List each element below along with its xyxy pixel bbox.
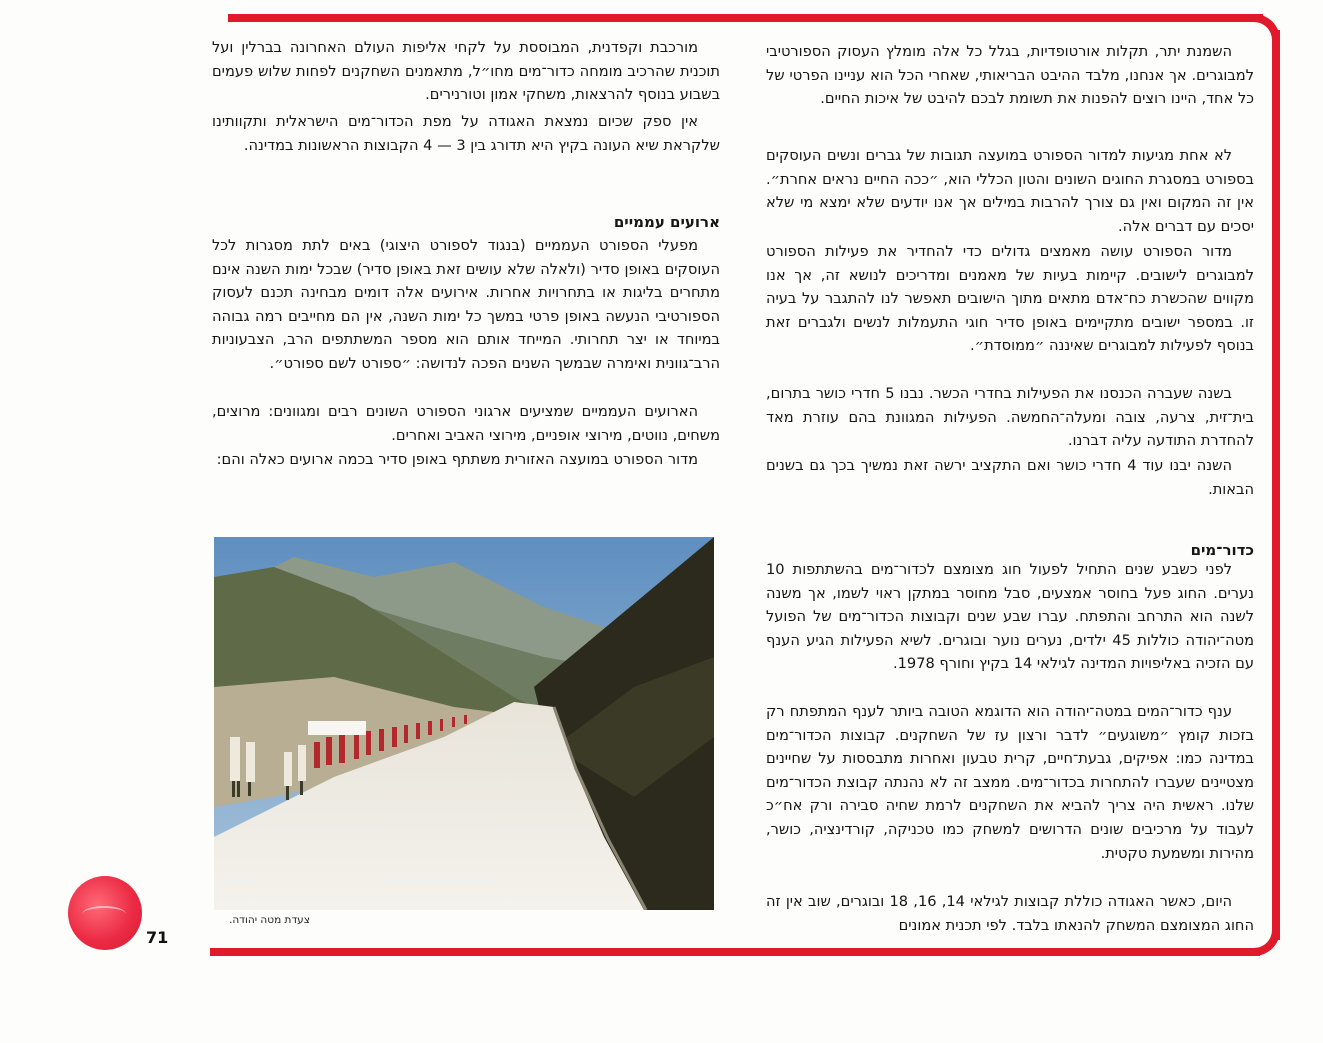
red-frame-top-rule [228,14,1263,22]
march-photo [214,537,714,910]
paragraph: לפני כשבע שנים התחיל לפעול חוג מצומצם לכדור־מים בהשתתפות 10 נערים. החוג פעל בחוסר אמצעים, סבל מחוסר במתקן ראוי לשמו, אך משנה לשנה הוא התרחב והתפתח. עברו שבע שנים וקבוצות הכדור־מים של הפועל מטה־יהודה כוללות 45 ילדים, נערים נוער ובוגרים. לשיא הפעילות הגיע הענף עם הזכיה באליפויות המדינה לגילאי 14 בקיץ וחורף 1978. [766,561,1254,673]
paragraph: מפעלי הספורט העממיים (בנגוד לספורט היצוגי) באים לתת מסגרות לכל העוסקים באופן סדיר (ולאלה שלא עושים זאת באופן סדיר) שבכל ימות השנה אינם מתחרים בליגות או בתחרויות אחרות. אירועים אלה דומים מבחינה תכנם לעסוק הספורטיבי הנעשה באופן פרטי במשך כל ימות השנה, אין הם מחייבים רמה גבוהה במיוחד או יצר תחרותי. המייחד אותם הוא מספר המשתתפים הרב, הצבעוניות הרב־גוונית ואימרה שבמשך השנים הפכה לנדושה: ״ספורט לשם ספורט״. [212,237,720,372]
red-frame-right-rule [1272,30,1280,940]
paragraph: מדור הספורט עושה מאמצים גדולים כדי להחדיר את פעילות הספורט למבוגרים לישובים. קיימות בעיות של מאמנים ומדריכים לנושא זה, אך אנו מקווים שהכשרת כח־אדם מתאים מתוך הישובים תאפשר לנו להתגבר על בעיה זו. במספר ישובים מתקיימים באופן סדיר חוגי התעמלות לנשים ולגברים זאת בנוסף לפעילות למבוגרים שאיננה ״ממוסדת״. [766,243,1254,355]
paragraph: מדור הספורט במועצה האזורית משתתף באופן סדיר בכמה ארועים כאלה והם: [216,451,698,468]
section-heading-water-polo: כדור־מים [1190,541,1254,559]
paragraph: השמנת יתר, תקלות אורטופדיות, בגלל כל אלה מומלץ העסוק הספורטיבי למבוגרים. אך אנחנו, מלבד ההיבט הבריאותי, שאחרי הכל הוא עניינו הפרטי של כל אחד, היינו רוצים להפנות את תשומת לבכם להיבט של איכות החיים. [766,43,1254,108]
paragraph: השנה יבנו עוד 4 חדרי כושר ואם התקציב ירשה זאת נמשיך בכך גם בשנים הבאות. [766,457,1254,498]
photo-caption: צעדת מטה יהודה. [229,914,310,926]
paragraph: אין ספק שכיום נמצאת האגודה על מפת הכדור־מים הישראלית ותקוותינו שלקראת שיא העונה בקיץ היא תדורג בין 3 — 4 הקבוצות הראשונות במדינה. [212,113,720,154]
paragraph: הארועים העממיים שמציעים ארגוני הספורט השונים רבים ומגוונים: מרוצים, משחים, נווטים, מירוצי אופניים, מירוצי האביב ואחרים. [212,403,720,444]
paragraph: בשנה שעברה הכנסנו את הפעילות בחדרי הכשר. נבנו 5 חדרי כושר בתרום, בית־זית, צרעה, צובה ומעלה־החמשה. הפעילות המגוונת בהם עוזרת מאד להחדרת התודעה עליה דברנו. [766,385,1254,450]
paragraph: ענף כדור־המים במטה־יהודה הוא הדוגמא הטובה ביותר לענף המתפתח רק בזכות קומץ ״משוגעים״ לדבר ורצון עז של השחקנים. קבוצות הכדור־מים במדינה כמו: אפיקים, גבעת־חיים, קרית טבעון ואחרות מתבססות על שחיינים מצטיינים שעברו להתחרות בכדור־מים. ממצב זה לא נהנתה קבוצת הכדור־מים שלנו. ראשית היה צריך להביא את השחקנים לרמת שחיה סבירה ורק אח״כ לעבוד על מרכיבים שונים הדרושים למשחק כמו טכניקה, קורדינציה, כושר, מהירות ומשמעת טקטית. [766,703,1254,862]
page-number: 71 [146,928,169,947]
paragraph: לא אחת מגיעות למדור הספורט במועצה תגובות של גברים ונשים העוסקים בספורט במסגרת החוגים השונים והטון הכללי הוא, ״ככה החיים נראים אחרת״. אין זה המקום ואין גם צורך להרבות במילים אך אנו יודעים שלא ימצא מי שלא יסכים עם דברים אלה. [766,147,1254,235]
section-heading-popular-events: ארועים עממיים [613,213,720,231]
paragraph: היום, כאשר האגודה כוללת קבוצות לגילאי 14, 16, 18 ובוגרים, שוב אין זה החוג המצומצם המשחק להנאתו בלבד. לפי תכנית אמונים [766,893,1254,934]
paragraph: מורכבת וקפדנית, המבוססת על לקחי אליפות העולם האחרונה בברלין ועל תוכנית שהרכיב מומחה כדור־מים מחו״ל, מתאמנים השחקנים לפחות שלוש פעמים בשבוע בנוסף להרצאות, משחקי אמון וטורנירים. [212,39,720,104]
red-frame-bottom-rule [210,948,1260,956]
red-circle-logo [68,876,142,950]
